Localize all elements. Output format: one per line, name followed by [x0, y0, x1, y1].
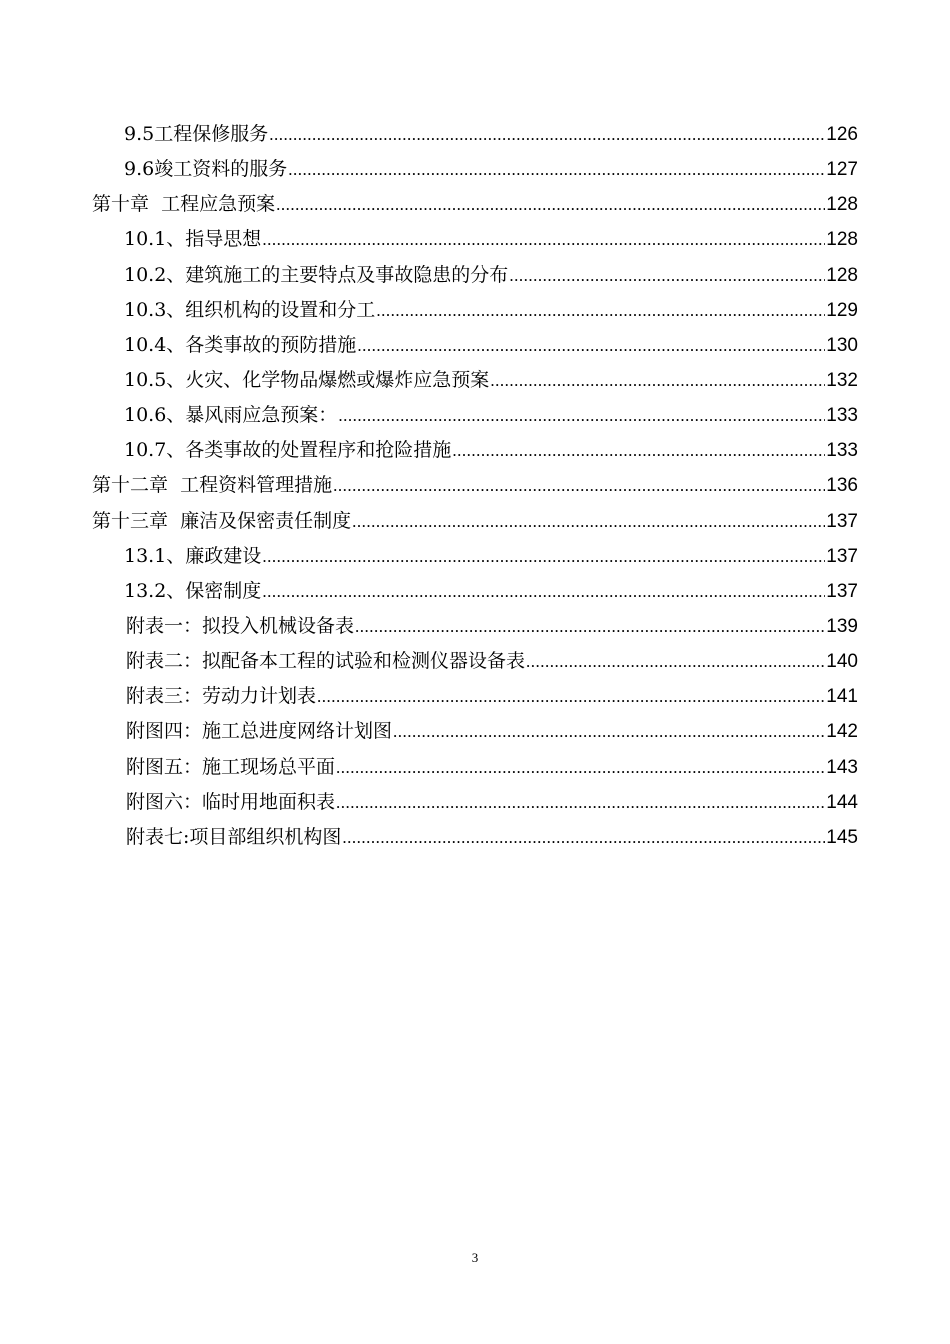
toc-entry[interactable] [0, 783, 950, 818]
toc-entry-title: 附图五：施工现场总平面 [126, 755, 336, 778]
toc-entry-page-number: 142 [826, 721, 858, 743]
toc-entry-title: 10.2、建筑施工的主要特点及事故隐患的分布 [124, 263, 509, 286]
toc-entry-title: 10.3、组织机构的设置和分工 [124, 298, 376, 321]
toc-entry-page-number: 128 [826, 264, 858, 286]
toc-entry-title: 10.5、火灾、化学物品爆燃或爆炸应急预案 [124, 369, 490, 392]
toc-dot-leader [336, 793, 825, 813]
toc-entry-inner [126, 822, 858, 849]
toc-entry-page-number: 137 [826, 510, 858, 532]
toc-entry[interactable] [0, 642, 950, 677]
toc-entry[interactable] [0, 150, 950, 185]
toc-dot-leader [393, 722, 825, 742]
toc-dot-leader [357, 336, 825, 356]
toc-entry-page-number: 132 [826, 370, 858, 392]
toc-dot-leader [338, 406, 825, 426]
toc-entry-page-number: 137 [826, 580, 858, 602]
toc-entry[interactable] [0, 677, 950, 712]
toc-dot-leader [333, 476, 825, 496]
toc-entry[interactable] [0, 431, 950, 466]
toc-entry-inner [126, 681, 858, 708]
toc-entry-title: 9.5工程保修服务 [124, 123, 269, 146]
toc-entry-title: 13.1、廉政建设 [124, 544, 262, 567]
toc-entry-inner [124, 260, 858, 287]
toc-entry[interactable] [0, 466, 950, 501]
toc-dot-leader [317, 687, 825, 707]
toc-entry[interactable] [0, 607, 950, 642]
toc-dot-leader [288, 160, 825, 180]
toc-entry-title: 10.1、指导思想 [124, 228, 262, 251]
toc-entry-page-number: 141 [826, 686, 858, 708]
toc-entry[interactable] [0, 220, 950, 255]
toc-entry-inner [126, 646, 858, 673]
toc-entry[interactable] [0, 291, 950, 326]
toc-entry-page-number: 126 [826, 124, 858, 146]
toc-entry-title: 附表二：拟配备本工程的试验和检测仪器设备表 [126, 650, 526, 673]
toc-dot-leader [269, 125, 825, 145]
toc-entry[interactable] [0, 115, 950, 150]
toc-entry-title: 第十章 工程应急预案 [92, 193, 276, 216]
toc-dot-leader [526, 652, 825, 672]
toc-entry-page-number: 128 [826, 194, 858, 216]
toc-entry[interactable] [0, 572, 950, 607]
toc-entry-inner [126, 752, 858, 779]
toc-entry-page-number: 129 [826, 299, 858, 321]
toc-entry-page-number: 130 [826, 334, 858, 356]
toc-dot-leader [262, 230, 825, 250]
toc-dot-leader [342, 828, 825, 848]
toc-entry-inner [124, 119, 858, 146]
toc-entry[interactable] [0, 712, 950, 747]
toc-dot-leader [262, 582, 825, 602]
toc-entry[interactable] [0, 396, 950, 431]
toc-dot-leader [262, 547, 825, 567]
toc-entry[interactable] [0, 185, 950, 220]
toc-entry-title: 第十二章 工程资料管理措施 [92, 474, 333, 497]
toc-entry-title: 10.4、各类事故的预防措施 [124, 333, 357, 356]
toc-dot-leader [276, 195, 825, 215]
toc-entry-title: 9.6竣工资料的服务 [124, 158, 288, 181]
toc-entry-inner [92, 189, 858, 216]
toc-entry-title: 附表三：劳动力计划表 [126, 685, 317, 708]
toc-entry-page-number: 137 [826, 545, 858, 567]
toc-entry-page-number: 127 [826, 159, 858, 181]
toc-entry-title: 第十三章 廉洁及保密责任制度 [92, 509, 352, 532]
toc-entry-inner [124, 224, 858, 251]
toc-entry-inner [124, 154, 858, 181]
toc-dot-leader [355, 617, 825, 637]
toc-dot-leader [352, 512, 825, 532]
toc-entry-title: 10.6、暴风雨应急预案： [124, 404, 338, 427]
toc-entry-title: 附图六：临时用地面积表 [126, 790, 336, 813]
toc-entry-inner [92, 470, 858, 497]
toc-entry-inner [124, 541, 858, 568]
toc-entry[interactable] [0, 361, 950, 396]
toc-entry-page-number: 128 [826, 229, 858, 251]
toc-entry-page-number: 133 [826, 405, 858, 427]
toc-entry-page-number: 145 [826, 826, 858, 848]
table-of-contents [0, 115, 950, 853]
toc-entry-inner [124, 295, 858, 322]
toc-entry-inner [92, 506, 858, 533]
toc-entry[interactable] [0, 748, 950, 783]
toc-dot-leader [490, 371, 825, 391]
page-number: 3 [471, 1250, 479, 1265]
toc-entry-page-number: 133 [826, 440, 858, 462]
toc-entry-page-number: 136 [826, 475, 858, 497]
toc-entry-inner [124, 330, 858, 357]
toc-entry-page-number: 143 [826, 756, 858, 778]
toc-entry-inner [124, 400, 858, 427]
toc-entry-title: 附表七:项目部组织机构图 [126, 825, 342, 848]
toc-dot-leader [452, 441, 825, 461]
toc-entry-inner [124, 435, 858, 462]
toc-entry-title: 10.7、各类事故的处置程序和抢险措施 [124, 439, 452, 462]
toc-entry[interactable] [0, 326, 950, 361]
toc-entry[interactable] [0, 537, 950, 572]
toc-entry[interactable] [0, 818, 950, 853]
toc-entry-inner [126, 611, 858, 638]
toc-entry-title: 附表一：拟投入机械设备表 [126, 615, 355, 638]
toc-entry[interactable] [0, 502, 950, 537]
toc-entry-inner [126, 787, 858, 814]
toc-entry-page-number: 140 [826, 651, 858, 673]
toc-entry-inner [126, 716, 858, 743]
toc-entry-title: 13.2、保密制度 [124, 579, 262, 602]
toc-entry[interactable] [0, 256, 950, 291]
toc-entry-inner [124, 365, 858, 392]
toc-entry-page-number: 144 [826, 791, 858, 813]
toc-dot-leader [376, 301, 825, 321]
toc-entry-inner [124, 576, 858, 603]
toc-dot-leader [509, 266, 825, 286]
toc-entry-title: 附图四：施工总进度网络计划图 [126, 720, 393, 743]
toc-entry-page-number: 139 [826, 616, 858, 638]
toc-dot-leader [336, 758, 825, 778]
